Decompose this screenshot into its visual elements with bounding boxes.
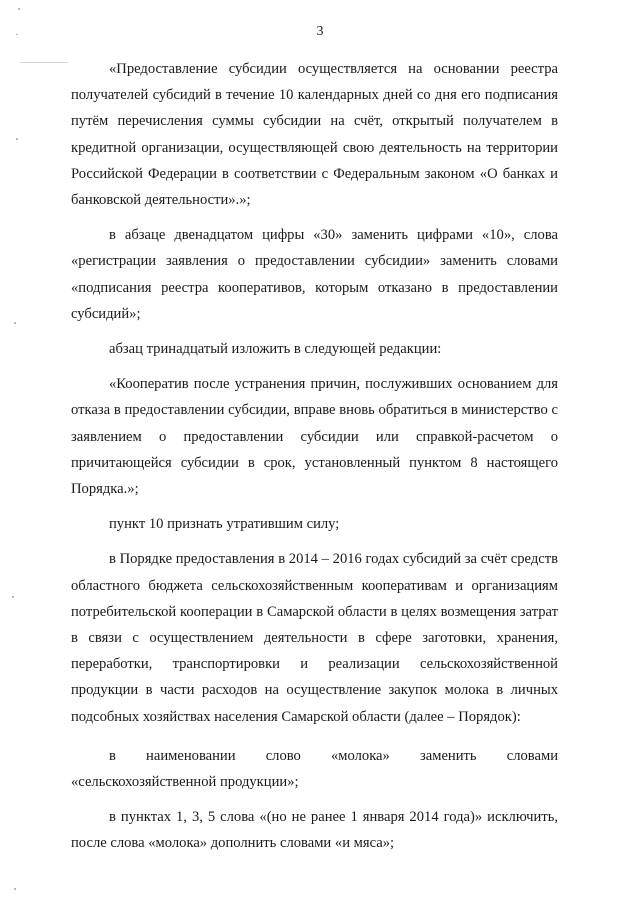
scan-speck xyxy=(12,596,14,598)
paragraph-twelfth-abzac: в абзаце двенадцатом цифры «30» заменить цифрами «10», слова «регистрации заявления о предоставлении субсидии» заменить словами «подписания реестра кооперативов, которым отказано в предоставлении субсидий»; xyxy=(71,227,558,322)
scan-speck xyxy=(14,888,16,890)
paragraph-cooperative-reapply: «Кооператив после устранения причин, послуживших основанием для отказа в предоставлении субсидии, вправе вновь обратиться в министерство с заявлением о предоставлении субсидии или справкой-расчетом о причитающейся субсидии в срок, установленный пунктом 8 настоящего Порядка.»; xyxy=(71,376,558,498)
paragraph-item-10-void: пункт 10 признать утратившим силу; xyxy=(109,516,340,533)
page-number: 3 xyxy=(316,24,324,39)
paragraph-procedure-2014-2016: в Порядке предоставления в 2014 – 2016 годах субсидий за счёт средств областного бюджета сельскохозяйственным кооперативам и организациям потребительской кооперации в Самарской области в целях возмещения затрат в связи с осуществлением деятельности в сфере заготовки, хранения, переработки, транспортировки и реализации сельскохозяйственной продукции в части расходов на осуществление закупок молока в личных подсобных хозяйствах населения Самарской области (далее – Порядок): xyxy=(71,551,558,725)
document-body xyxy=(71,56,558,857)
scan-speck xyxy=(18,8,20,10)
scan-speck xyxy=(16,138,18,140)
paragraph-title-change: в наименовании слово «молока» заменить словами «сельскохозяйственной продукции»; xyxy=(71,747,558,791)
scan-speck xyxy=(14,322,16,324)
paragraph-subsidy-registry: «Предоставление субсидии осуществляется на основании реестра получателей субсидий в течение 10 календарных дней со дня его подписания путём перечисления суммы субсидии на счёт, открытый получателем в кредитной организации, осуществляющей свою деятельность на территории Российской Федерации в соответствии с Федеральным законом «О банках и банковской деятельности».»; xyxy=(71,61,558,209)
paragraph-thirteenth-abzac: абзац тринадцатый изложить в следующей редакции: xyxy=(109,341,442,358)
paragraph-items-1-3-5: в пунктах 1, 3, 5 слова «(но не ранее 1 января 2014 года)» исключить, после слова «молока» дополнить словами «и мяса»; xyxy=(71,809,558,852)
scan-speck xyxy=(20,62,68,63)
